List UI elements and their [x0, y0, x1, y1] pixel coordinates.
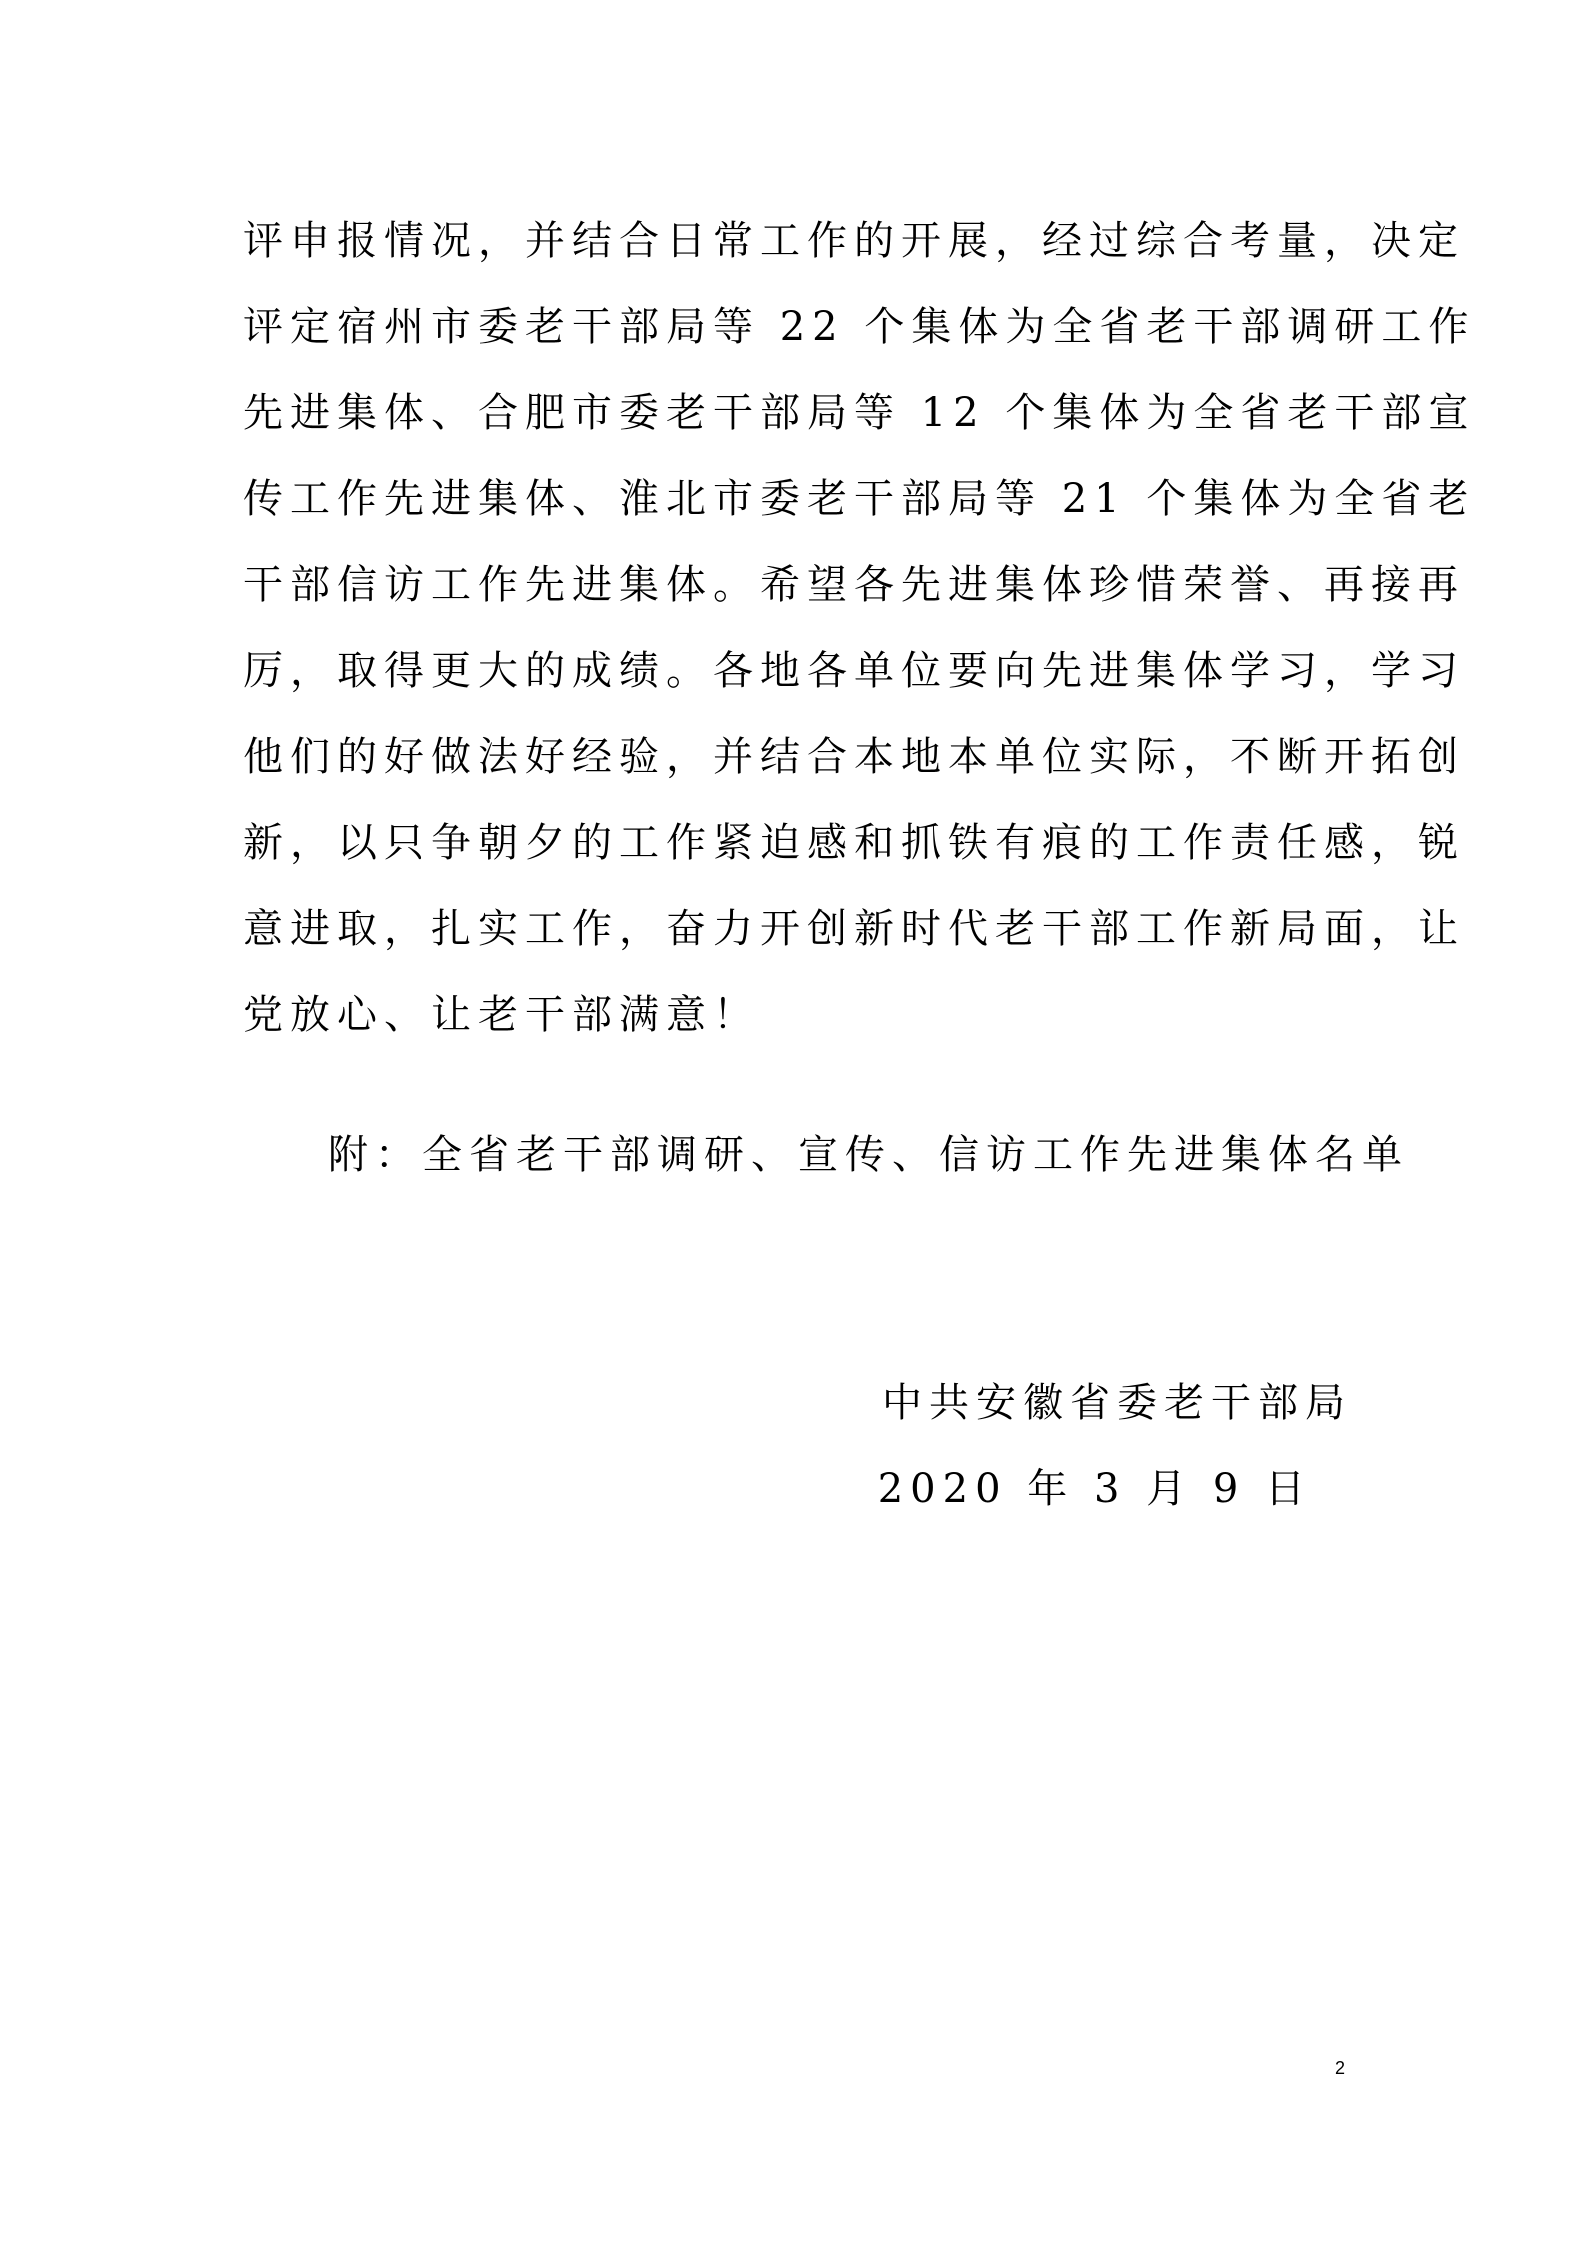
- body-line: 党放心、让老干部满意！: [243, 992, 760, 1038]
- signature-block: [878, 1360, 1352, 1532]
- attachment-note: 附：全省老干部调研、宣传、信访工作先进集体名单: [328, 1132, 1409, 1178]
- body-line: 先进集体、合肥市委老干部局等 12 个集体为全省老干部宣: [243, 390, 1476, 436]
- body-line: 干部信访工作先进集体。希望各先进集体珍惜荣誉、再接再: [243, 562, 1465, 608]
- body-line: 厉，取得更大的成绩。各地各单位要向先进集体学习，学习: [243, 648, 1465, 694]
- body-line: 评定宿州市委老干部局等 22 个集体为全省老干部调研工作: [243, 304, 1476, 350]
- body-line: 意进取，扎实工作，奋力开创新时代老干部工作新局面，让: [243, 906, 1465, 952]
- body-line: 他们的好做法好经验，并结合本地本单位实际，不断开拓创: [243, 734, 1465, 780]
- signature-organization: 中共安徽省委老干部局: [882, 1380, 1352, 1426]
- body-line: 新，以只争朝夕的工作紧迫感和抓铁有痕的工作责任感，锐: [243, 820, 1465, 866]
- body-line: 评申报情况，并结合日常工作的开展，经过综合考量，决定: [243, 218, 1465, 264]
- signature-date: 2020 年 3 月 9 日: [877, 1466, 1312, 1512]
- body-text: [243, 198, 1476, 1058]
- page-number: 2: [1335, 2058, 1346, 2078]
- body-line: 传工作先进集体、淮北市委老干部局等 21 个集体为全省老: [243, 476, 1476, 522]
